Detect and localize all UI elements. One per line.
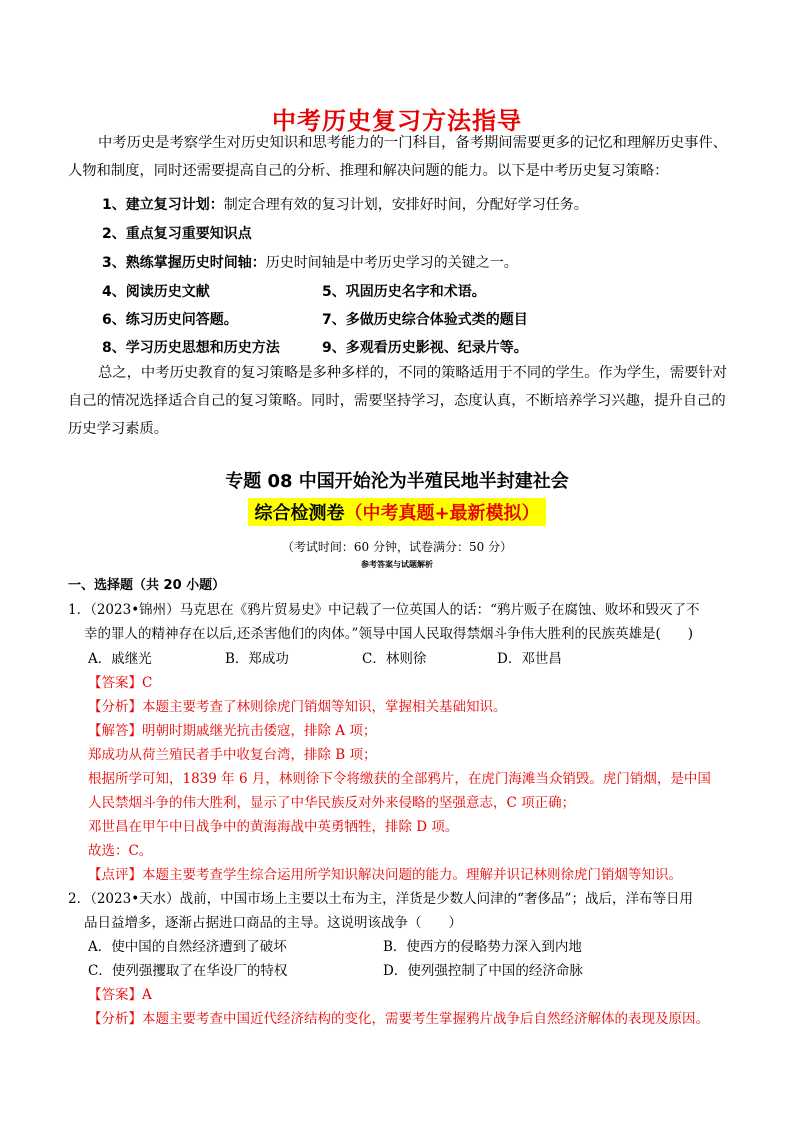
q1-answer-value: C xyxy=(142,675,153,691)
strategy-9-label: 9、多观看历史影视、纪录片等。 xyxy=(322,340,528,356)
strategy-7 xyxy=(322,309,528,329)
strategy-8-label: 8、学习历史思想和历史方法 xyxy=(102,340,280,356)
topic-heading: 专题 08 中国开始沦为半殖民地半封建社会 xyxy=(225,471,569,492)
strategy-6-label: 6、练习历史问答题。 xyxy=(102,312,238,328)
strategy-1-text: 制定合理有效的复习计划，安排好时间，分配好学习任务。 xyxy=(223,197,588,213)
reference-note: 参考答案与试题解析 xyxy=(361,560,433,569)
q1-solution xyxy=(88,719,376,739)
q1-solution-line-6: 故选：C。 xyxy=(88,843,153,859)
q2-option-a: A．使中国的自然经济遭到了破坏 xyxy=(88,939,287,955)
q1-comment-tag: 【点评】 xyxy=(88,867,142,883)
section-heading: 一、选择题（共 20 小题） xyxy=(68,578,226,593)
strategy-9 xyxy=(322,337,528,357)
q1-answer xyxy=(88,671,152,691)
subtitle-highlight: （中考真题+最新模拟） xyxy=(344,503,540,524)
q2-analysis-tag: 【分析】 xyxy=(88,1011,142,1027)
strategy-3-text: 历史时间轴是中考历史学习的关键之一。 xyxy=(265,255,518,271)
q1-comment-text: 本题主要考查学生综合运用所学知识解决问题的能力。理解并识记林则徐虎门销烟等知识。 xyxy=(142,867,682,883)
q2-stem-line-2: 品日益增多，逐渐占据进口商品的主导。这说明该战争（ ） xyxy=(84,915,462,931)
page-title: 中考历史复习方法指导 xyxy=(272,107,522,135)
strategy-4-label: 4、阅读历史文献 xyxy=(102,284,210,300)
q1-option-a: A．戚继光 xyxy=(88,651,152,667)
strategy-1-label: 1、建立复习计划： xyxy=(102,197,224,213)
q1-stem-line-2: 幸的罪人的精神存在以后,还杀害他们的肉体。”领导中国人民取得禁烟斗争伟大胜利的民族英雄是( ) xyxy=(84,626,693,642)
intro-paragraph: 中考历史是考察学生对历史知识和思考能力的一门科目，备考期间需要更多的记忆和理解历史事件、人物和制度，同时还需要提高自己的分析、推理和解决问题的能力。以下是中考历史复习策略： xyxy=(68,135,728,179)
q2-answer-tag: 【答案】 xyxy=(88,987,142,1003)
q2-analysis-text: 本题主要考查中国近代经济结构的变化，需要考生掌握鸦片战争后自然经济解体的表现及原因。 xyxy=(142,1011,709,1027)
q1-analysis-tag: 【分析】 xyxy=(88,699,142,715)
q1-solution-line-4: 人民禁烟斗争的伟大胜利，显示了中华民族反对外来侵略的坚强意志，C 项正确； xyxy=(88,795,576,811)
q1-answer-tag: 【答案】 xyxy=(88,675,142,691)
q2-stem-line-1: 2．（2023•天水）战前，中国市场上主要以土布为主，洋货是少数人问津的“奢侈品”；战后，洋布等日用 xyxy=(68,891,693,907)
q2-answer xyxy=(88,983,152,1003)
subtitle-wrap xyxy=(0,498,794,526)
strategy-6 xyxy=(102,309,238,329)
q1-solution-line-1: 明朝时期戚继光抗击倭寇，排除 A 项； xyxy=(142,723,377,739)
strategy-5 xyxy=(322,281,486,301)
q1-analysis xyxy=(88,695,507,715)
subtitle-main: 综合检测卷 xyxy=(254,503,345,524)
q1-option-c: C．林则徐 xyxy=(362,651,427,667)
q1-option-b: B．郑成功 xyxy=(225,651,289,667)
q1-stem-line-1: 1．（2023•锦州）马克思在《鸦片贸易史》中记载了一位英国人的话：“鸦片贩子在腐蚀、败坏和毁灭了不 xyxy=(68,602,700,618)
q1-solution-tag: 【解答】 xyxy=(88,723,142,739)
strategy-3 xyxy=(102,252,518,272)
strategy-5-label: 5、巩固历史名字和术语。 xyxy=(322,284,486,300)
strategy-4 xyxy=(102,281,210,301)
q2-option-c: C．使列强攫取了在华设厂的特权 xyxy=(88,963,288,979)
q1-comment xyxy=(88,863,682,883)
strategy-3-label: 3、熟练掌握历史时间轴： xyxy=(102,255,266,271)
q1-analysis-text: 本题主要考查了林则徐虎门销烟等知识，掌握相关基础知识。 xyxy=(142,699,507,715)
strategy-1 xyxy=(102,194,588,214)
q1-option-d: D．邓世昌 xyxy=(497,651,562,667)
exam-time-note: （考试时间：60 分钟，试卷满分：50 分） xyxy=(281,540,513,554)
conclusion-paragraph: 总之，中考历史教育的复习策略是多种多样的，不同的策略适用于不同的学生。作为学生，需要针对自己的情况选择适合自己的复习策略。同时，需要坚持学习，态度认真，不断培养学习兴趣，提升自己的历史学习素质。 xyxy=(68,365,728,437)
q2-option-d: D．使列强控制了中国的经济命脉 xyxy=(383,963,583,979)
q2-answer-value: A xyxy=(142,987,152,1003)
strategy-2 xyxy=(102,223,252,243)
strategy-8 xyxy=(102,337,280,357)
strategy-2-label: 2、重点复习重要知识点 xyxy=(102,226,252,242)
q2-analysis xyxy=(88,1007,709,1027)
q2-option-b: B．使西方的侵略势力深入到内地 xyxy=(383,939,582,955)
strategy-7-label: 7、多做历史综合体验式类的题目 xyxy=(322,312,528,328)
q1-solution-line-3: 根据所学可知，1839 年 6 月，林则徐下令将缴获的全部鸦片，在虎门海滩当众销毁。虎门销烟，是中国 xyxy=(88,771,711,787)
q1-solution-line-5: 邓世昌在甲午中日战争中的黄海海战中英勇牺牲，排除 D 项。 xyxy=(88,819,459,835)
q1-solution-line-2: 郑成功从荷兰殖民者手中收复台湾，排除 B 项； xyxy=(88,747,377,763)
subtitle-banner xyxy=(248,498,545,526)
